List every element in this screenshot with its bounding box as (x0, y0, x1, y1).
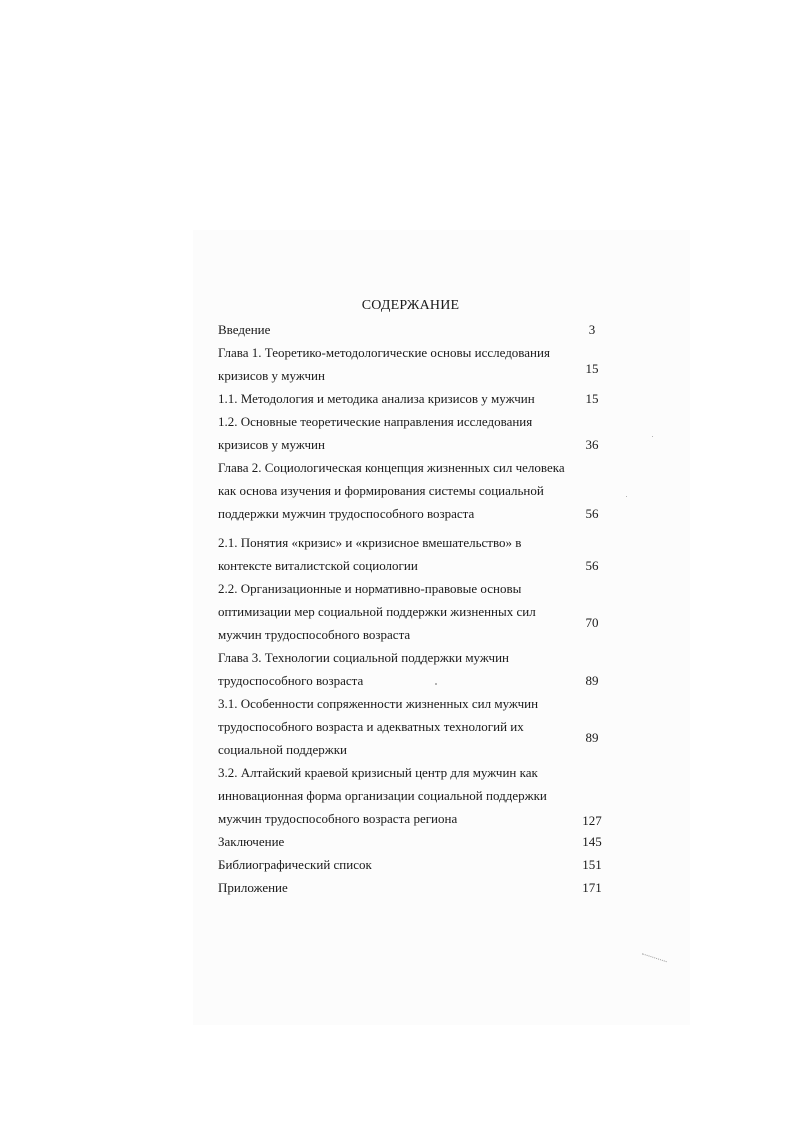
toc-entry-section-2-1-line-1: 2.1. Понятия «кризис» и «кризисное вмешательство» в (218, 535, 522, 550)
toc-page-section-3-2: 127 (582, 813, 602, 828)
toc-page-chapter-2: 56 (585, 506, 599, 521)
toc-page-chapter-3: 89 (585, 673, 599, 688)
toc-entry-section-1-2-line-2: кризисов у мужчин (218, 437, 325, 452)
toc-entry-section-3-2-line-1: 3.2. Алтайский краевой кризисный центр для мужчин как (218, 765, 538, 780)
toc-entry-section-3-2-line-2: инновационная форма организации социальной поддержки (218, 788, 547, 803)
toc-page-chapter-1: 15 (585, 361, 599, 376)
toc-entry-chapter-3-line-2: трудоспособного возраста (218, 673, 364, 688)
toc-page-section-2-1: 56 (585, 558, 599, 573)
toc-page-section-1-1: 15 (585, 391, 599, 406)
toc-page-section-3-1: 89 (585, 730, 599, 745)
toc-entry-section-2-2-line-1: 2.2. Организационные и нормативно-правовые основы (218, 581, 522, 596)
scan-speck (435, 683, 437, 685)
toc-page-section-2-2: 70 (585, 615, 599, 630)
toc-page-section-1-2: 36 (585, 437, 599, 452)
toc-entry-chapter-1-line-1: Глава 1. Теоретико-методологические основы исследования (218, 345, 550, 360)
toc-entry-section-3-1-line-3: социальной поддержки (218, 742, 347, 757)
toc-page-appendix: 171 (582, 880, 602, 895)
toc-entry-section-3-1-line-2: трудоспособного возраста и адекватных технологий их (218, 719, 524, 734)
toc-entry-section-2-2-line-2: оптимизации мер социальной поддержки жизненных сил (218, 604, 536, 619)
toc-entry-section-3-2-line-3: мужчин трудоспособного возраста региона (218, 811, 458, 826)
toc-entry-chapter-2-line-1: Глава 2. Социологическая концепция жизненных сил человека (218, 460, 565, 475)
toc-entry-chapter-3-line-1: Глава 3. Технологии социальной поддержки мужчин (218, 650, 509, 665)
toc-page-bibliography: 151 (582, 857, 602, 872)
toc-entry-chapter-2-line-2: как основа изучения и формирования системы социальной (218, 483, 544, 498)
scan-speck (626, 496, 627, 497)
toc-entry-chapter-2-line-3: поддержки мужчин трудоспособного возраста (218, 506, 475, 521)
toc-entry-section-2-2-line-3: мужчин трудоспособного возраста (218, 627, 411, 642)
toc-entry-section-2-1-line-2: контексте виталистской социологии (218, 558, 418, 573)
toc-page-conclusion: 145 (582, 834, 602, 849)
scan-speck (652, 436, 653, 437)
toc-entry-section-1-1: 1.1. Методология и методика анализа кризисов у мужчин (218, 391, 535, 406)
toc-entry-appendix: Приложение (218, 880, 288, 895)
toc-page-introduction: 3 (588, 322, 596, 337)
toc-entry-conclusion: Заключение (218, 834, 285, 849)
toc-entry-introduction: Введение (218, 322, 271, 337)
toc-entry-chapter-1-line-2: кризисов у мужчин (218, 368, 325, 383)
toc-title: СОДЕРЖАНИЕ (361, 298, 460, 313)
toc-entry-section-1-2-line-1: 1.2. Основные теоретические направления исследования (218, 414, 533, 429)
toc-entry-section-3-1-line-1: 3.1. Особенности сопряженности жизненных сил мужчин (218, 696, 539, 711)
toc-entry-bibliography: Библиографический список (218, 857, 372, 872)
